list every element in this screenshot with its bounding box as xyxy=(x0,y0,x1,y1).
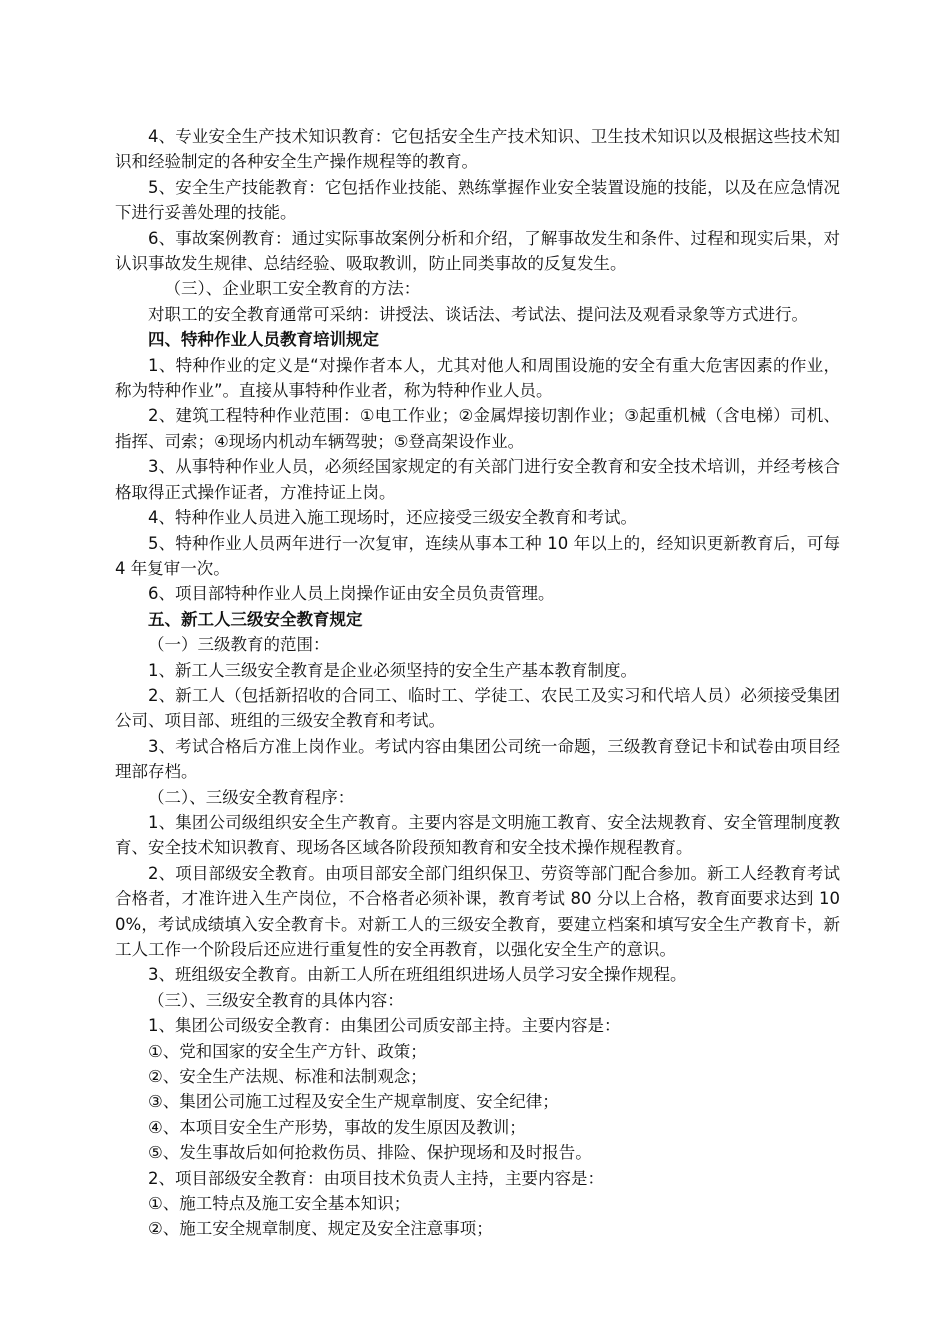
paragraph: 1、集团公司级安全教育：由集团公司质安部主持。主要内容是： xyxy=(148,1016,621,1036)
subsection-heading: （二）、三级安全教育程序： xyxy=(148,787,355,807)
section-heading: 四、特种作业人员教育培训规定 xyxy=(148,330,379,350)
paragraph: 1、特种作业的定义是“对操作者本人，尤其对他人和周围设施的安全有重大危害因素的作业，称为特种作业”。直接从事特种作业者，称为特种作业人员。 xyxy=(115,355,840,401)
list-item: ⑤、发生事故后如何抢救伤员、排险、保护现场和及时报告。 xyxy=(148,1143,592,1163)
paragraph: 2、新工人（包括新招收的合同工、临时工、学徒工、农民工及实习和代培人员）必须接受集团公司、项目部、班组的三级安全教育和考试。 xyxy=(115,685,840,731)
paragraph: 1、集团公司级组织安全生产教育。主要内容是文明施工教育、安全法规教育、安全管理制度教育、安全技术知识教育、现场各区域各阶段预知教育和安全技术操作规程教育。 xyxy=(115,812,840,858)
paragraph: 2、项目部级安全教育。由项目部安全部门组织保卫、劳资等部门配合参加。新工人经教育考试合格者，才准许进入生产岗位，不合格者必须补课，教育考试 80 分以上合格，教育面要求达到 100%，考试成绩填入安全教育卡。对新工人的三级安全教育，要建立档案和填写安全生产教育卡，新工人工作一个阶段后还应进行重复性的安全再教育，以强化安全生产的意识。 xyxy=(115,863,840,959)
paragraph: 3、考试合格后方准上岗作业。考试内容由集团公司统一命题，三级教育登记卡和试卷由项目经理部存档。 xyxy=(115,736,840,782)
list-item: ②、安全生产法规、标准和法制观念； xyxy=(148,1067,427,1087)
paragraph: 1、新工人三级安全教育是企业必须坚持的安全生产基本教育制度。 xyxy=(148,660,637,680)
paragraph: 5、特种作业人员两年进行一次复审，连续从事本工种 10 年以上的，经知识更新教育后，可每 4 年复审一次。 xyxy=(115,533,840,578)
list-item: ②、施工安全规章制度、规定及安全注意事项； xyxy=(148,1219,493,1239)
subsection-heading: （三）、企业职工安全教育的方法： xyxy=(164,279,421,299)
paragraph: 2、项目部级安全教育：由项目技术负责人主持，主要内容是： xyxy=(148,1168,604,1188)
paragraph: 6、项目部特种作业人员上岗操作证由安全员负责管理。 xyxy=(148,584,555,604)
paragraph: 3、班组级安全教育。由新工人所在班组组织进场人员学习安全操作规程。 xyxy=(148,965,687,985)
document-body xyxy=(115,124,840,1242)
paragraph: 4、专业安全生产技术知识教育：它包括安全生产技术知识、卫生技术知识以及根据这些技术知识和经验制定的各种安全生产操作规程等的教育。 xyxy=(115,127,840,172)
list-item: ③、集团公司施工过程及安全生产规章制度、安全纪律； xyxy=(148,1092,559,1112)
paragraph: 3、从事特种作业人员，必须经国家规定的有关部门进行安全教育和安全技术培训，并经考核合格取得正式操作证者，方准持证上岗。 xyxy=(115,457,840,502)
paragraph: 4、特种作业人员进入施工现场时，还应接受三级安全教育和考试。 xyxy=(148,508,637,528)
paragraph: 5、安全生产技能教育：它包括作业技能、熟练掌握作业安全装置设施的技能，以及在应急情况下进行妥善处理的技能。 xyxy=(115,177,840,223)
section-heading: 五、新工人三级安全教育规定 xyxy=(148,609,363,629)
list-item: ④、本项目安全生产形势，事故的发生原因及教训； xyxy=(148,1117,526,1137)
list-item: ①、党和国家的安全生产方针、政策； xyxy=(148,1041,427,1061)
paragraph: 2、建筑工程特种作业范围：①电工作业；②金属焊接切割作业；③起重机械（含电梯）司机、指挥、司索；④现场内机动车辆驾驶；⑤登高架设作业。 xyxy=(115,406,840,451)
subsection-heading: （一）三级教育的范围： xyxy=(148,635,330,655)
subsection-heading: （三）、三级安全教育的具体内容： xyxy=(148,990,404,1010)
list-item: ①、施工特点及施工安全基本知识； xyxy=(148,1194,411,1214)
paragraph: 对职工的安全教育通常可采纳：讲授法、谈话法、考试法、提问法及观看录象等方式进行。 xyxy=(148,304,808,324)
paragraph: 6、事故案例教育：通过实际事故案例分析和介绍，了解事故发生和条件、过程和现实后果，对认识事故发生规律、总结经验、吸取教训，防止同类事故的反复发生。 xyxy=(115,228,840,274)
